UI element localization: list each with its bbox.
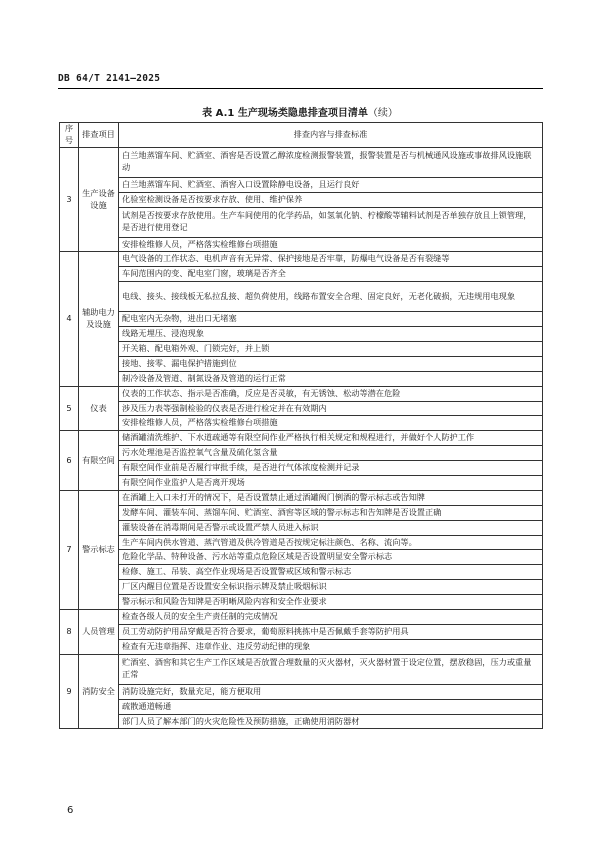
inspection-content: 制冷设备及管道、制氮设备及管道的运行正常 [119, 371, 543, 386]
inspection-item: 人员管理 [79, 610, 119, 655]
table-row [60, 416, 543, 431]
table-row [60, 177, 543, 192]
header-content: 排查内容与排查标准 [119, 123, 543, 148]
table-row [60, 431, 543, 446]
table-row [60, 312, 543, 327]
inspection-content: 车间范围内的变、配电室门窗，玻璃是否齐全 [119, 267, 543, 282]
table-header-row [60, 123, 543, 148]
row-number: 8 [60, 610, 79, 655]
table-row [60, 147, 543, 177]
table-row [60, 207, 543, 237]
table-row [60, 595, 543, 610]
header-item: 排查项目 [79, 123, 119, 148]
inspection-item: 仪表 [79, 386, 119, 431]
inspection-content: 生产车间内供水管道、蒸汽管道及供冷管道是否按规定标注颜色、名称、流向等。 [119, 535, 543, 550]
inspection-content: 储酒罐清洗维护、下水道疏通等有限空间作业严格执行相关规定和规程进行，并做好个人防护工作 [119, 431, 543, 446]
inspection-item: 辅助电力及设施 [79, 252, 119, 386]
inspection-content: 电气设备的工作状态、电机声音有无异常、保护接地是否牢靠，防爆电气设备是否有裂缝等 [119, 252, 543, 267]
inspection-content: 贮酒室、酒窖和其它生产工作区域是否放置合理数量的灭火器材，灭火器材置于设定位置，摆放稳固，压力或重量正常 [119, 654, 543, 684]
table-row [60, 476, 543, 491]
inspection-content: 试剂是否按要求存放使用。生产车间使用的化学药品，如氢氧化钠、柠檬酸等辅料试剂是否单独存放且上锁管理，是否进行使用登记 [119, 207, 543, 237]
table-row [60, 684, 543, 699]
row-number: 6 [60, 431, 79, 491]
table-row [60, 446, 543, 461]
row-number: 4 [60, 252, 79, 386]
table-row [60, 535, 543, 550]
inspection-content: 厂区内醒目位置是否设置安全标识指示牌及禁止吸烟标识 [119, 580, 543, 595]
inspection-content: 白兰地蒸馏车间、贮酒室、酒窖入口设置除静电设备，且运行良好 [119, 177, 543, 192]
header-rule [58, 88, 543, 89]
table-row [60, 654, 543, 684]
table-row [60, 356, 543, 371]
table-row [60, 386, 543, 401]
inspection-content: 检修、施工、吊装、高空作业现场是否设置警戒区域和警示标志 [119, 565, 543, 580]
table-caption [0, 104, 600, 119]
inspection-content: 灌装设备在消毒期间是否警示或设置严禁人员进入标识 [119, 520, 543, 535]
header-no: 序号 [60, 123, 79, 148]
table-row [60, 520, 543, 535]
table-row [60, 610, 543, 625]
inspection-content: 有限空间作业前是否履行审批手续，是否进行气体浓度检测并记录 [119, 461, 543, 476]
inspection-content: 危险化学品、特种设备、污水站等重点危险区域是否设置明显安全警示标志 [119, 550, 543, 565]
inspection-content: 疏散通道畅通 [119, 699, 543, 714]
table-row [60, 699, 543, 714]
table-row [60, 371, 543, 386]
table-row [60, 342, 543, 357]
inspection-content: 消防设施完好，数量充足，能方便取用 [119, 684, 543, 699]
table-row [60, 550, 543, 565]
inspection-content: 安排检维修人员，严格落实检维修台项措施 [119, 416, 543, 431]
table-row [60, 490, 543, 505]
row-number: 7 [60, 490, 79, 609]
inspection-content: 警示标示和风险告知牌是否明晰风险内容和安全作业要求 [119, 595, 543, 610]
inspection-item: 消防安全 [79, 654, 119, 729]
inspection-content: 线路无埋压、浸泡现象 [119, 327, 543, 342]
table-row [60, 282, 543, 312]
inspection-content: 有限空间作业监护人是否离开现场 [119, 476, 543, 491]
table-row [60, 267, 543, 282]
inspection-content: 电线、接头、接线板无私拉乱接、超负荷使用，线路布置安全合理、固定良好，无老化破损，无违规用电现象 [119, 282, 543, 312]
table-row [60, 327, 543, 342]
inspection-content: 安排检维修人员，严格落实检维修台项措施 [119, 237, 543, 252]
inspection-item: 警示标志 [79, 490, 119, 609]
inspection-content: 员工劳动防护用品穿戴是否符合要求，葡萄原料挑拣中是否佩戴手套等防护用具 [119, 624, 543, 639]
table-body [60, 147, 543, 729]
inspection-content: 部门人员了解本部门的火灾危险性及预防措施，正确使用消防器材 [119, 714, 543, 729]
table-row [60, 565, 543, 580]
inspection-content: 检查有无违章指挥、违章作业、违反劳动纪律的现象 [119, 639, 543, 654]
row-number: 5 [60, 386, 79, 431]
inspection-content: 仪表的工作状态、指示是否准确，反应是否灵敏，有无锈蚀、松动等潜在危险 [119, 386, 543, 401]
row-number: 9 [60, 654, 79, 729]
inspection-content: 接地、接零、漏电保护措施到位 [119, 356, 543, 371]
table-row [60, 401, 543, 416]
document-code: DB 64/T 2141—2025 [58, 73, 161, 84]
inspection-content: 配电室内无杂物，进出口无堵塞 [119, 312, 543, 327]
table-row [60, 237, 543, 252]
inspection-item: 生产设备设施 [79, 147, 119, 252]
inspection-item: 有限空间 [79, 431, 119, 491]
inspection-content: 污水处理池是否监控氧气含量及硫化氢含量 [119, 446, 543, 461]
inspection-content: 开关箱、配电箱外观、门锁完好，并上锁 [119, 342, 543, 357]
inspection-content: 发酵车间、灌装车间、蒸馏车间、贮酒室、酒窖等区域的警示标志和告知牌是否设置正确 [119, 505, 543, 520]
table-row [60, 624, 543, 639]
hazard-checklist-table [59, 122, 543, 729]
table-row [60, 505, 543, 520]
table-row [60, 639, 543, 654]
inspection-content: 在酒罐上入口未打开的情况下，是否设置禁止通过酒罐阀门倒酒的警示标志或告知牌 [119, 490, 543, 505]
table-caption-title: 表 A.1 生产现场类隐患排查项目清单 [202, 108, 368, 119]
row-number: 3 [60, 147, 79, 252]
inspection-content: 检查各级人员的安全生产责任制的完成情况 [119, 610, 543, 625]
table-row [60, 192, 543, 207]
inspection-content: 涉及压力表等强制检验的仪表是否进行检定并在有效期内 [119, 401, 543, 416]
table-row [60, 580, 543, 595]
inspection-content: 白兰地蒸馏车间、贮酒室、酒窖是否设置乙醇浓度检测报警装置，报警装置是否与机械通风设施或事故排风设施联动 [119, 147, 543, 177]
page-number: 6 [67, 805, 74, 816]
table-caption-continued: （续） [367, 108, 398, 119]
inspection-content: 化验室检测设备是否按要求存放、使用、维护保养 [119, 192, 543, 207]
table-row [60, 252, 543, 267]
table-row [60, 461, 543, 476]
table-row [60, 714, 543, 729]
